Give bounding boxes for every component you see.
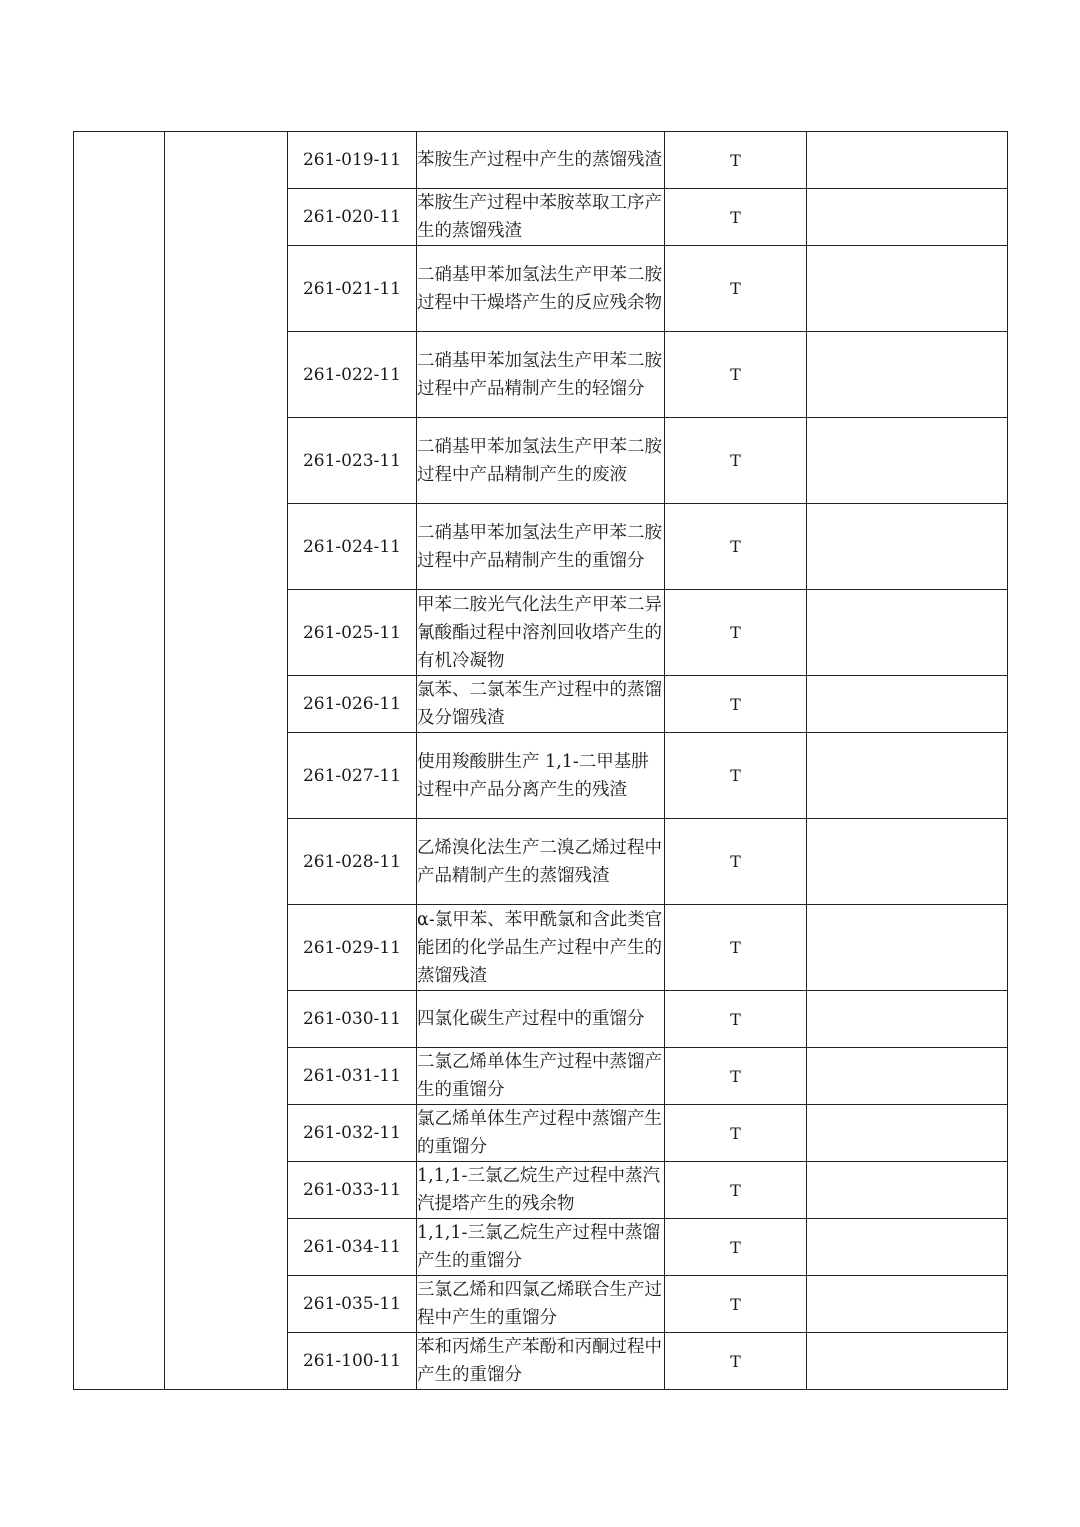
notes-cell xyxy=(807,676,1008,733)
waste-code-cell: 261-029-11 xyxy=(288,905,417,991)
hazard-characteristic-cell: T xyxy=(665,733,807,819)
waste-description-cell: 二硝基甲苯加氢法生产甲苯二胺过程中产品精制产生的轻馏分 xyxy=(417,332,665,418)
notes-cell xyxy=(807,819,1008,905)
hazard-characteristic-cell: T xyxy=(665,991,807,1048)
hazard-characteristic-cell: T xyxy=(665,1333,807,1390)
hazard-characteristic-cell: T xyxy=(665,332,807,418)
waste-description-cell: 二氯乙烯单体生产过程中蒸馏产生的重馏分 xyxy=(417,1048,665,1105)
waste-description-cell: 二硝基甲苯加氢法生产甲苯二胺过程中产品精制产生的重馏分 xyxy=(417,504,665,590)
waste-description-cell: 二硝基甲苯加氢法生产甲苯二胺过程中产品精制产生的废液 xyxy=(417,418,665,504)
notes-cell xyxy=(807,1048,1008,1105)
waste-code-cell: 261-035-11 xyxy=(288,1276,417,1333)
notes-cell xyxy=(807,991,1008,1048)
waste-description-cell: 二硝基甲苯加氢法生产甲苯二胺过程中干燥塔产生的反应残余物 xyxy=(417,246,665,332)
notes-cell xyxy=(807,1105,1008,1162)
hazard-characteristic-cell: T xyxy=(665,132,807,189)
waste-code-cell: 261-020-11 xyxy=(288,189,417,246)
hazard-characteristic-cell: T xyxy=(665,1219,807,1276)
waste-description-cell: 三氯乙烯和四氯乙烯联合生产过程中产生的重馏分 xyxy=(417,1276,665,1333)
hazard-characteristic-cell: T xyxy=(665,189,807,246)
waste-code-cell: 261-019-11 xyxy=(288,132,417,189)
waste-description-cell: 四氯化碳生产过程中的重馏分 xyxy=(417,991,665,1048)
waste-code-cell: 261-021-11 xyxy=(288,246,417,332)
waste-description-cell: 苯胺生产过程中苯胺萃取工序产生的蒸馏残渣 xyxy=(417,189,665,246)
hazard-characteristic-cell: T xyxy=(665,905,807,991)
waste-description-cell: 甲苯二胺光气化法生产甲苯二异氰酸酯过程中溶剂回收塔产生的有机冷凝物 xyxy=(417,590,665,676)
notes-cell xyxy=(807,905,1008,991)
hazard-characteristic-cell: T xyxy=(665,676,807,733)
hazard-characteristic-cell: T xyxy=(665,1276,807,1333)
waste-description-cell: 氯乙烯单体生产过程中蒸馏产生的重馏分 xyxy=(417,1105,665,1162)
notes-cell xyxy=(807,504,1008,590)
hazard-characteristic-cell: T xyxy=(665,590,807,676)
notes-cell xyxy=(807,332,1008,418)
waste-description-cell: 使用羧酸肼生产 1,1-二甲基肼过程中产品分离产生的残渣 xyxy=(417,733,665,819)
table-row xyxy=(74,132,1008,189)
notes-cell xyxy=(807,590,1008,676)
waste-code-cell: 261-023-11 xyxy=(288,418,417,504)
notes-cell xyxy=(807,418,1008,504)
category-cell xyxy=(74,132,165,1390)
table-body xyxy=(74,132,1008,1390)
notes-cell xyxy=(807,1219,1008,1276)
waste-code-cell: 261-027-11 xyxy=(288,733,417,819)
waste-code-cell: 261-024-11 xyxy=(288,504,417,590)
notes-cell xyxy=(807,189,1008,246)
waste-code-cell: 261-031-11 xyxy=(288,1048,417,1105)
notes-cell xyxy=(807,1162,1008,1219)
hazard-characteristic-cell: T xyxy=(665,819,807,905)
waste-code-cell: 261-022-11 xyxy=(288,332,417,418)
waste-description-cell: 乙烯溴化法生产二溴乙烯过程中产品精制产生的蒸馏残渣 xyxy=(417,819,665,905)
waste-description-cell: 氯苯、二氯苯生产过程中的蒸馏及分馏残渣 xyxy=(417,676,665,733)
hazard-characteristic-cell: T xyxy=(665,418,807,504)
hazard-characteristic-cell: T xyxy=(665,504,807,590)
waste-description-cell: α-氯甲苯、苯甲酰氯和含此类官能团的化学品生产过程中产生的蒸馏残渣 xyxy=(417,905,665,991)
hazard-characteristic-cell: T xyxy=(665,1162,807,1219)
waste-description-cell: 苯和丙烯生产苯酚和丙酮过程中产生的重馏分 xyxy=(417,1333,665,1390)
notes-cell xyxy=(807,1276,1008,1333)
waste-code-cell: 261-026-11 xyxy=(288,676,417,733)
waste-code-cell: 261-030-11 xyxy=(288,991,417,1048)
notes-cell xyxy=(807,132,1008,189)
waste-description-cell: 1,1,1-三氯乙烷生产过程中蒸馏产生的重馏分 xyxy=(417,1219,665,1276)
notes-cell xyxy=(807,733,1008,819)
hazardous-waste-table xyxy=(73,131,1008,1390)
waste-code-cell: 261-032-11 xyxy=(288,1105,417,1162)
waste-code-cell: 261-100-11 xyxy=(288,1333,417,1390)
waste-code-cell: 261-028-11 xyxy=(288,819,417,905)
hazard-characteristic-cell: T xyxy=(665,1105,807,1162)
waste-code-cell: 261-034-11 xyxy=(288,1219,417,1276)
waste-description-cell: 苯胺生产过程中产生的蒸馏残渣 xyxy=(417,132,665,189)
waste-description-cell: 1,1,1-三氯乙烷生产过程中蒸汽汽提塔产生的残余物 xyxy=(417,1162,665,1219)
notes-cell xyxy=(807,1333,1008,1390)
hazard-characteristic-cell: T xyxy=(665,1048,807,1105)
waste-code-cell: 261-025-11 xyxy=(288,590,417,676)
industry-cell xyxy=(165,132,288,1390)
notes-cell xyxy=(807,246,1008,332)
hazard-characteristic-cell: T xyxy=(665,246,807,332)
waste-code-cell: 261-033-11 xyxy=(288,1162,417,1219)
